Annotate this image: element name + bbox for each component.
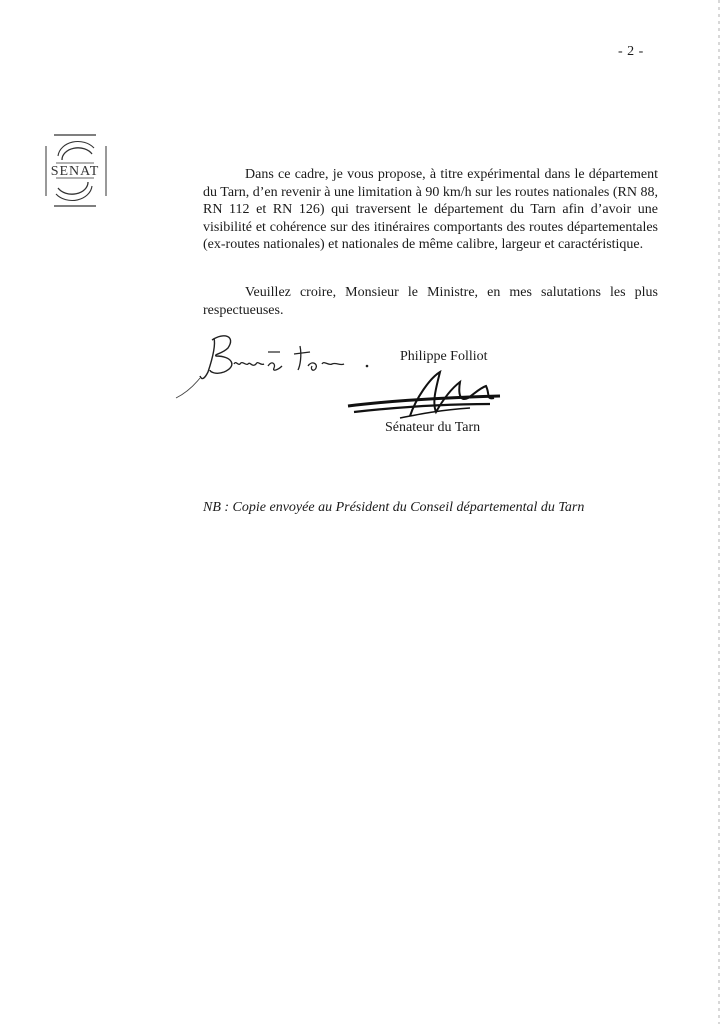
- page-number: - 2 -: [618, 44, 644, 59]
- body-paragraph-2: Veuillez croire, Monsieur le Ministre, en mes salutations les plus respectueuses.: [203, 285, 658, 318]
- signer-name: Philippe Folliot: [400, 349, 488, 364]
- signer-title: Sénateur du Tarn: [385, 420, 481, 435]
- body-paragraph-1: Dans ce cadre, je vous propose, à titre expérimental dans le département du Tarn, d’en revenir à une limitation à 90 km/h sur les routes nationales (RN 88, RN 112 et RN 126) qui traversent le département du Tarn afin d’avoir une visibilité et cohérence sur des itinéraires comportants des routes départementales (ex-routes nationales) et nationales de même calibre, largeur et caractéristique.: [203, 167, 658, 252]
- scan-edge-border: [718, 0, 720, 1024]
- signature-mark: [340, 368, 510, 428]
- svg-text:SENAT: SENAT: [50, 164, 100, 179]
- copy-note: NB : Copie envoyée au Président du Conseil départemental du Tarn: [203, 500, 585, 515]
- senat-logo-icon: [34, 130, 114, 210]
